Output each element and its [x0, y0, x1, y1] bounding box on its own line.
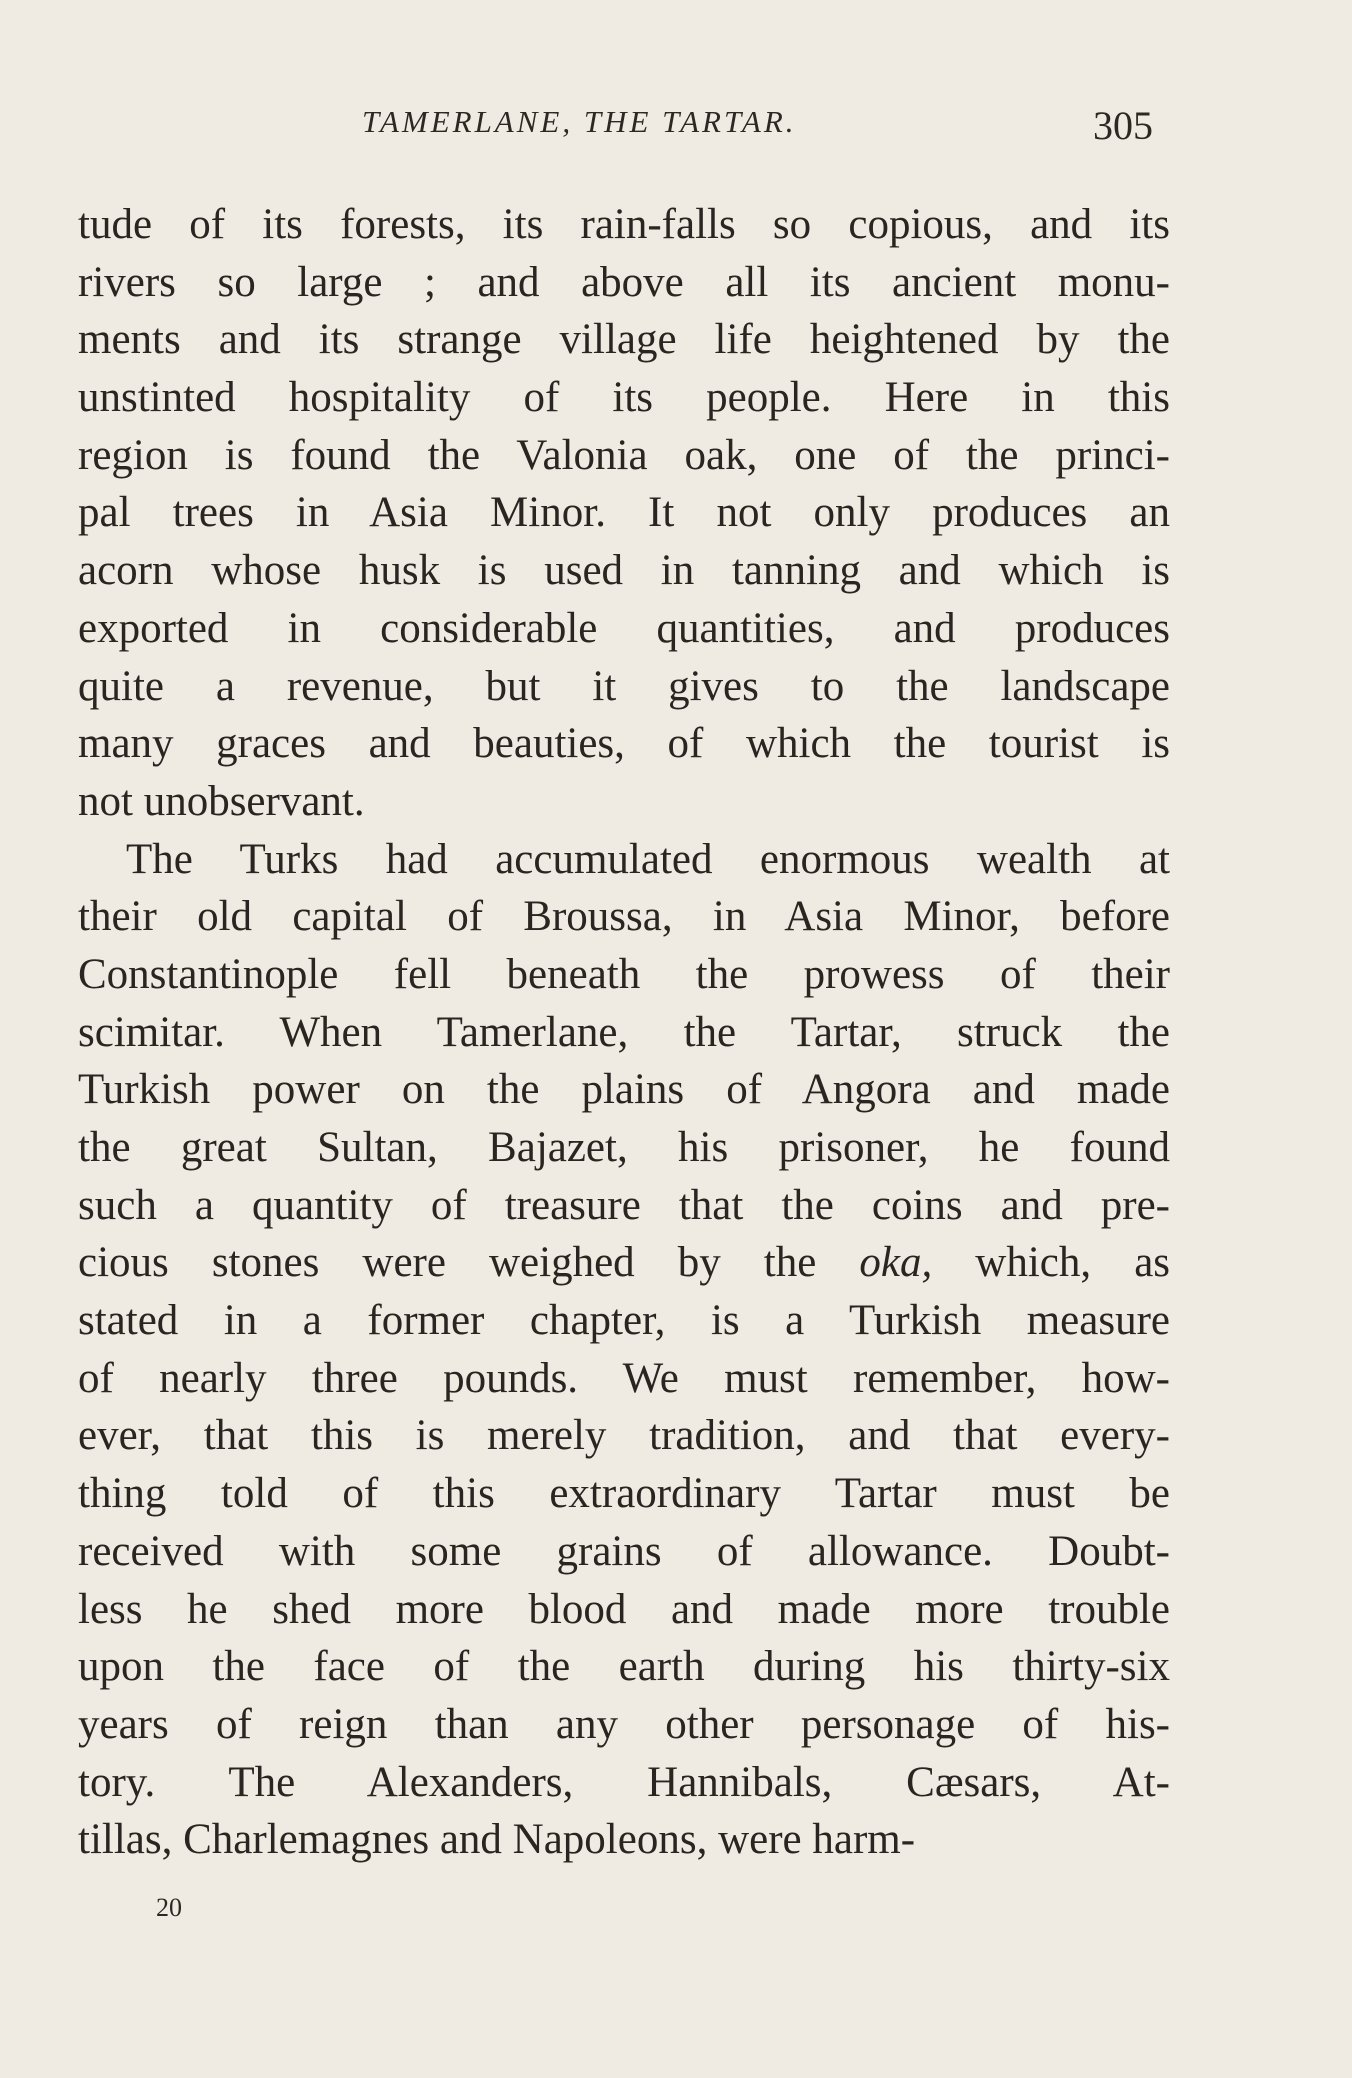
text-line: not unobservant.: [78, 777, 365, 825]
text-line: quite a revenue, but it gives to the landscape: [78, 662, 1170, 710]
text-line: many graces and beauties, of which the tourist is: [78, 720, 1170, 768]
running-head: [0, 104, 1352, 164]
text-line: Constantinople fell beneath the prowess of their: [78, 950, 1170, 998]
page-number: 305: [1093, 103, 1153, 148]
running-title: TAMERLANE, THE TARTAR.: [362, 104, 797, 139]
text-line: years of reign than any other personage of his-: [78, 1700, 1170, 1748]
text-line: The Turks had accumulated enormous wealth at: [126, 835, 1170, 883]
text-line: less he shed more blood and made more trouble: [78, 1585, 1170, 1633]
text-line: tude of its forests, its rain-falls so copious, and its: [78, 201, 1170, 248]
text-run: which, as: [932, 1239, 1171, 1287]
text-line: their old capital of Broussa, in Asia Minor, before: [78, 893, 1170, 941]
text-line: ever, that this is merely tradition, and that every-: [78, 1412, 1170, 1460]
text-line: scimitar. When Tamerlane, the Tartar, struck the: [78, 1008, 1170, 1056]
text-line: tillas, Charlemagnes and Napoleons, were harm-: [78, 1816, 916, 1864]
text-line: acorn whose husk is used in tanning and which is: [78, 547, 1170, 595]
text-line: the great Sultan, Bajazet, his prisoner, he found: [78, 1124, 1170, 1171]
text-line: received with some grains of allowance. Doubt-: [78, 1527, 1170, 1575]
text-line: Turkish power on the plains of Angora and made: [78, 1066, 1170, 1114]
paragraph: [78, 196, 1170, 831]
text-line: stated in a former chapter, is a Turkish measure: [78, 1297, 1170, 1345]
signature-mark: 20: [156, 1893, 182, 1922]
body-text: [78, 196, 1170, 1869]
paragraph: [78, 831, 1170, 1869]
text-line: ments and its strange village life heightened by the: [78, 316, 1170, 364]
text-line: thing told of this extraordinary Tartar must be: [78, 1470, 1170, 1518]
text-line: rivers so large ; and above all its ancient monu-: [78, 258, 1170, 306]
text-line: exported in considerable quantities, and produces: [78, 604, 1170, 652]
text-run: cious stones were weighed by the: [78, 1239, 860, 1287]
text-line: such a quantity of treasure that the coins and pre-: [78, 1181, 1170, 1229]
text-line: [78, 1234, 1170, 1292]
text-line: of nearly three pounds. We must remember, how-: [78, 1354, 1170, 1402]
text-line: region is found the Valonia oak, one of the princi-: [78, 431, 1170, 479]
text-line: tory. The Alexanders, Hannibals, Cæsars, At-: [78, 1758, 1170, 1806]
text-line: unstinted hospitality of its people. Here in this: [78, 374, 1170, 422]
text-line: upon the face of the earth during his thirty-six: [78, 1643, 1170, 1691]
text-line: pal trees in Asia Minor. It not only produces an: [78, 489, 1170, 537]
italic-term: oka,: [859, 1239, 933, 1287]
